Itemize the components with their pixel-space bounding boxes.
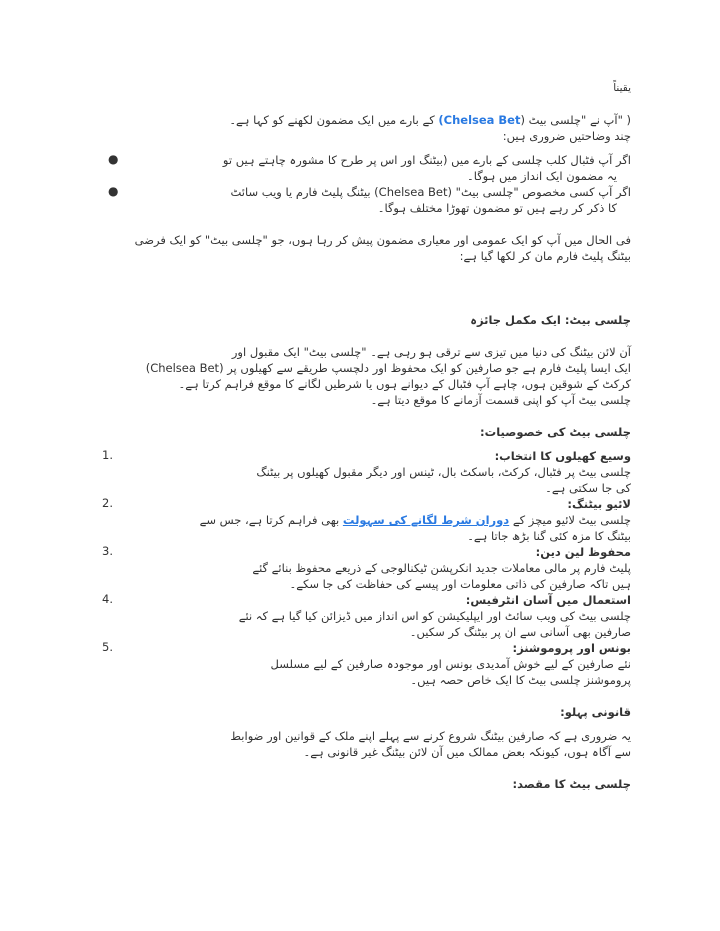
para3-line-1: یہ ضروری ہے کہ صارفین بیٹنگ شروع کرنے سے پہلے اپنے ملک کے قوانین اور ضوابط [230, 729, 631, 743]
feature-number: 4. [102, 592, 113, 606]
feature-title: وسیع کھیلوں کا انتخاب: [494, 449, 631, 463]
feature-number: 3. [102, 544, 113, 558]
feature-2-text: چلسی بیٹ لائیو میچز کے دوران شرط لگانے کی سہولت بھی فراہم کرتا ہے، جس سے [199, 513, 631, 527]
para1-line-2: بیٹنگ پلیٹ فارم مان کر لکھا گیا ہے: [459, 249, 631, 263]
bullet-2-line-1: اگر آپ کسی مخصوص "چلسی بیٹ" (Chelsea Bet) بیٹنگ پلیٹ فارم یا ویب سائٹ [230, 185, 631, 199]
feature-3-line-1: پلیٹ فارم پر مالی معاملات جدید انکرپشن ٹیکنالوجی کے ذریعے محفوظ بنائے گئے [252, 561, 631, 575]
feature-title: بونس اور پروموشنز: [512, 641, 631, 655]
heading-purpose: چلسی بیٹ کا مقصد: [512, 777, 631, 791]
feature-5-line-1: نئے صارفین کے لیے خوش آمدیدی بونس اور موجودہ صارفین کے لیے مسلسل [270, 657, 631, 671]
feature-title: محفوظ لین دین: [535, 545, 631, 559]
para2-line-2: ایک ایسا پلیٹ فارم ہے جو صارفین کو ایک محفوظ اور دلچسپ طریقے سے کھیلوں پر (Chelsea Bet) [145, 361, 631, 375]
feature-4-line-1: چلسی بیٹ کی ویب سائٹ اور ایپلیکیشن کو اس انداز میں ڈیزائن کیا گیا ہے کہ نئے [238, 609, 631, 623]
bullet-dot-icon: ● [108, 184, 119, 198]
bullet-1-line-1: اگر آپ فٹبال کلب چلسی کے بارے میں (بیٹنگ اور اس پر طرح کا مشورہ چاہتے ہیں تو [222, 153, 631, 167]
bullet-dot-icon: ● [108, 152, 119, 166]
feature-2-line-1 [86, 512, 631, 528]
bullet-item-2 [86, 184, 631, 216]
feature-title: لائیو بیٹنگ: [567, 497, 631, 511]
feature-4-line-2: صارفین بھی آسانی سے ان پر بیٹنگ کر سکیں۔ [409, 625, 631, 639]
feature-item-5 [86, 640, 631, 688]
bullet-1-line-2: یہ مضمون ایک انداز میں ہوگا۔ [466, 169, 617, 183]
bullet-2-line-2: کا ذکر کر رہے ہیں تو مضمون تھوڑا مختلف ہوگا۔ [377, 201, 617, 215]
feature-item-3 [86, 544, 631, 592]
feature-5-line-2: پروموشنز چلسی بیٹ کا ایک خاص حصہ ہیں۔ [410, 673, 631, 687]
feature-title: استعمال میں آسان انٹرفیس: [465, 593, 631, 607]
intro-line-2: چند وضاحتیں ضروری ہیں: [502, 129, 631, 143]
heading-legal: قانونی پہلو: [560, 705, 631, 719]
intro-brand: Chelsea Bet) [438, 113, 521, 127]
para3-line-2: سے آگاہ ہوں، کیونکہ بعض ممالک میں آن لائن بیٹنگ غیر قانونی ہے۔ [303, 745, 631, 759]
feature-number: 5. [102, 640, 113, 654]
heading-features: چلسی بیٹ کی خصوصیات: [480, 425, 631, 439]
feature-number: 1. [102, 448, 113, 462]
document-page [86, 80, 631, 792]
feature-2-line-2: بیٹنگ کا مزہ کئی گنا بڑھ جاتا ہے۔ [467, 529, 631, 543]
bullet-item-1 [86, 152, 631, 184]
para1-line-1: فی الحال میں آپ کو ایک عمومی اور معیاری مضمون پیش کر رہا ہوں، جو "چلسی بیٹ" کو ایک فرضی [134, 233, 631, 247]
feature-item-1 [86, 448, 631, 496]
intro-line-1 [86, 112, 631, 128]
feature-item-2 [86, 496, 631, 544]
feature-2-inline-link[interactable]: دوران شرط لگانے کی سہولت [342, 513, 510, 527]
para2-line-3: کرکٹ کے شوقین ہوں، چاہے آپ فٹبال کے دیوانے ہوں یا شرطیں لگانے کا موقع فراہم کرتا ہے۔ [178, 377, 631, 391]
intro-text: ( "آپ نے "چلسی بیٹ (Chelsea Bet) کے بارے میں ایک مضمون لکھنے کو کہا ہے۔ [229, 113, 631, 127]
heading-overview: چلسی بیٹ: ایک مکمل جائزہ [470, 313, 631, 327]
feature-number: 2. [102, 496, 113, 510]
feature-3-line-2: ہیں تاکہ صارفین کی ذاتی معلومات اور پیسے کی حفاظت کی جا سکے۔ [289, 577, 631, 591]
feature-item-4 [86, 592, 631, 640]
feature-1-line-1: چلسی بیٹ پر فٹبال، کرکٹ، باسکٹ بال، ٹینس اور دیگر مقبول کھیلوں پر بیٹنگ [256, 465, 631, 479]
opening-word: یقیناً [613, 82, 631, 94]
para2-line-4: چلسی بیٹ آپ کو اپنی قسمت آزمانے کا موقع دیتا ہے۔ [370, 393, 631, 407]
feature-1-line-2: کی جا سکتی ہے۔ [545, 481, 631, 495]
para2-line-1: آن لائن بیٹنگ کی دنیا میں تیزی سے ترقی ہو رہی ہے۔ "چلسی بیٹ" ایک مقبول اور [231, 345, 631, 359]
